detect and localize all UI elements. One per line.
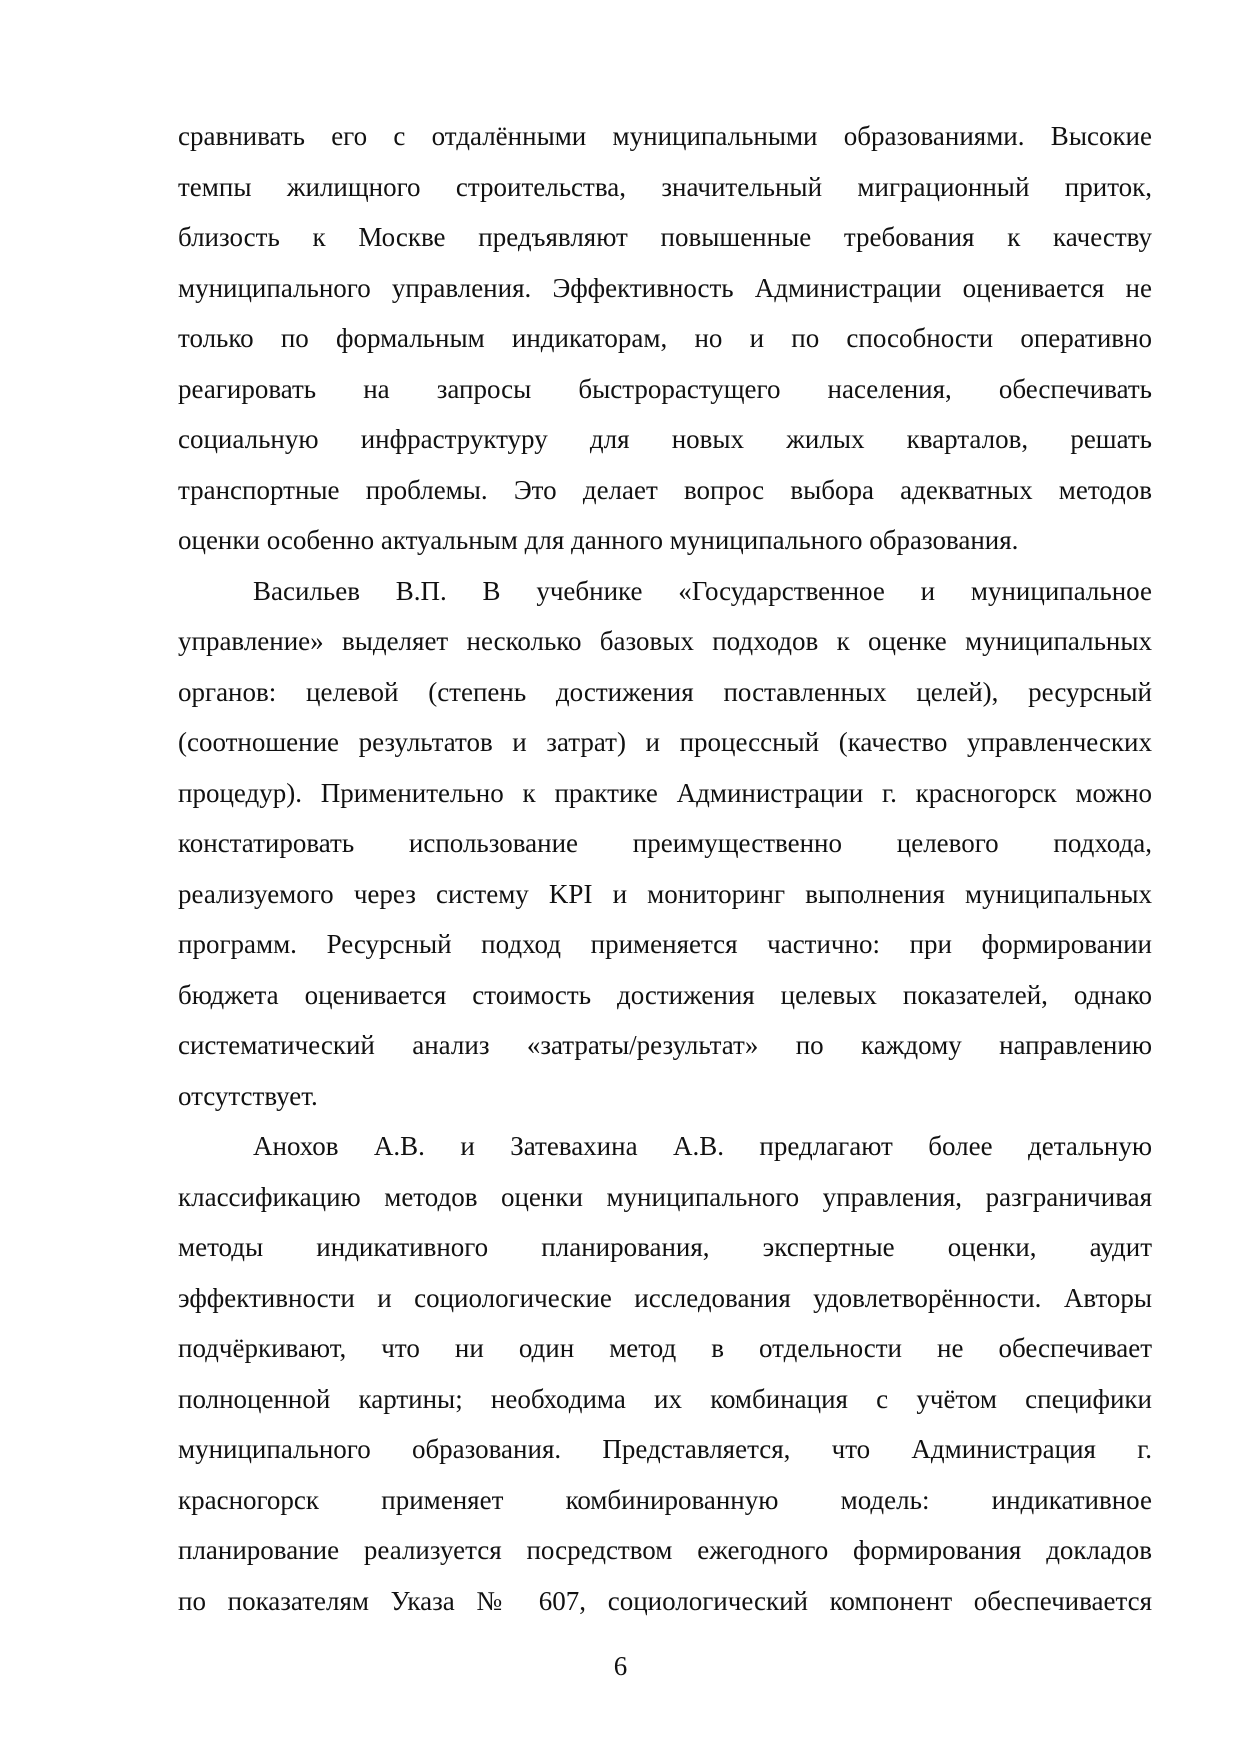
text-line: полноценной картины; необходима их комбинация с учётом специфики (178, 1383, 1152, 1414)
text-line: систематический анализ «затраты/результат» по каждому направлению (178, 1030, 1152, 1060)
text-line: оценки особенно актуальным для данного муниципального образования. (178, 525, 1019, 555)
text-line: классификацию методов оценки муниципального управления, разграничивая (178, 1181, 1152, 1212)
document-page (178, 111, 1152, 1626)
text-line: констатировать использование преимущественно целевого подхода, (178, 828, 1152, 858)
text-line: муниципального управления. Эффективность Администрации оценивается не (178, 272, 1152, 303)
text-line: программ. Ресурсный подход применяется частично: при формировании (178, 929, 1152, 959)
paragraph (178, 1121, 1152, 1626)
text-line: бюджета оценивается стоимость достижения целевых показателей, однако (178, 979, 1152, 1010)
text-line: эффективности и социологические исследования удовлетворённости. Авторы (178, 1282, 1152, 1313)
text-line: (соотношение результатов и затрат) и процессный (качество управленческих (178, 727, 1152, 757)
text-line: управление» выделяет несколько базовых подходов к оценке муниципальных (178, 626, 1152, 656)
text-line: Анохов А.В. и Затевахина А.В. предлагают более детальную (253, 1131, 1152, 1161)
text-line: муниципального образования. Представляется, что Администрация г. (178, 1434, 1152, 1464)
text-line: процедур). Применительно к практике Администрации г. красногорск можно (178, 777, 1152, 808)
text-line: социальную инфраструктуру для новых жилых кварталов, решать (178, 424, 1152, 454)
text-line: только по формальным индикаторам, но и по способности оперативно (178, 323, 1152, 353)
text-line: реализуемого через систему KPI и мониторинг выполнения муниципальных (178, 878, 1152, 909)
text-line: транспортные проблемы. Это делает вопрос выбора адекватных методов (178, 474, 1152, 505)
text-line: реагировать на запросы быстрорастущего населения, обеспечивать (178, 373, 1152, 404)
paragraph (178, 111, 1152, 566)
text-line: темпы жилищного строительства, значительный миграционный приток, (178, 171, 1152, 202)
document-body (178, 111, 1152, 1626)
text-line: красногорск применяет комбинированную модель: индикативное (178, 1484, 1152, 1515)
text-line: органов: целевой (степень достижения поставленных целей), ресурсный (178, 676, 1152, 707)
text-line: отсутствует. (178, 1080, 318, 1111)
text-line: методы индикативного планирования, экспертные оценки, аудит (178, 1232, 1152, 1262)
text-line: по показателям Указа № 607, социологический компонент обеспечивается (178, 1585, 1152, 1616)
text-line: планирование реализуется посредством ежегодного формирования докладов (178, 1535, 1152, 1565)
paragraph (178, 566, 1152, 1122)
text-line: сравнивать его с отдалёнными муниципальными образованиями. Высокие (178, 121, 1152, 151)
text-line: близость к Москве предъявляют повышенные требования к качеству (178, 222, 1152, 252)
page-number: 6 (613, 1651, 628, 1681)
text-line: Васильев В.П. В учебнике «Государственное и муниципальное (253, 575, 1152, 606)
text-line: подчёркивают, что ни один метод в отдельности не обеспечивает (178, 1333, 1152, 1363)
